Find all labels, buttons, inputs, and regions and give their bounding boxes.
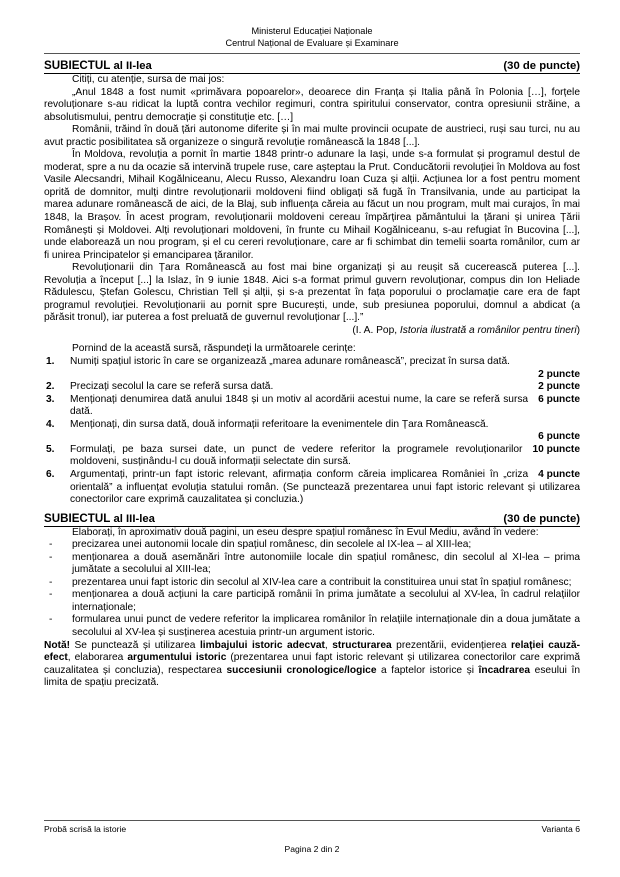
source-paragraph-3: În Moldova, revoluția a pornit în martie 1848 printr-o adunare la Iași, unde s-a formulat și programul destul de moderat, spre a nu da ocazie să intervină trupele ruse, care așteptau la Prut. Conducătorii revoluției în Moldova au fost Vasile Alecsandri, Mihail Kogălniceanu, Alecu Russo, Alexandru Ioan Cuza și alții. Acțiunea lor a fost pentru moment oprită de domnitor, mulți dintre revoluționarii moldoveni fiind obligați să fugă în Transilvania, unde au participat la marea adunare românească de aici, de la Blaj, sub influența căreia au făcut un nou program, mult mai curajos, în mai 1848, la Brașov. În acest program, revoluționarii moldoveni cereau împărțirea pământului la țărani și unirea Țării Românești și Moldovei. Alți revoluționari moldoveni, în frunte cu Mihail Kogălniceanu, s-au refugiat în Bucovina [...], unde elaborează un nou program, și el cu cereri revoluționare, care ar fi schimbat din temelii soarta românilor, cum ar fi unirea Principatelor și emanciparea țăranilor. [44, 149, 580, 261]
subject-3-intro: Elaborați, în aproximativ două pagini, un eseu despre spațiul românesc în Evul Mediu, având în vedere: [72, 526, 539, 538]
source-paragraph-2: Românii, trăind în două țări autonome diferite și în mai multe provincii ocupate de austrieci, ruși sau turci, nu au avut practic posibilitatea să organizeze o singură revoluție românească la 1848 [...]. [44, 124, 580, 148]
requirement-text: formularea unui punct de vedere referitor la implicarea românilor în relațiile internaționale din a doua jumătate a secolului al XV-lea și susținerea acestuia printr-un argument istoric. [72, 614, 580, 638]
question-points: 6 puncte [538, 431, 580, 443]
question-text-row [70, 469, 580, 507]
subject-3-points: (30 de puncte) [503, 512, 580, 525]
subject-2-label-bold: SUBIECTUL [44, 59, 111, 72]
note-emphasis: încadrarea [478, 664, 531, 676]
subject-3-label [44, 512, 155, 525]
question-number: 2. [46, 381, 55, 393]
subject-3-heading [44, 512, 580, 527]
note-emphasis: Notă! [44, 639, 71, 651]
essay-requirements-list [44, 539, 580, 639]
subject-3-label-bold: SUBIECTUL [44, 511, 111, 525]
note-emphasis: limbajului istoric adecvat [199, 639, 325, 651]
subject-2-points: (30 de puncte) [503, 60, 580, 72]
question-text-row [70, 394, 580, 419]
requirement-text: menționarea a două asemănări între autonomiile locale din spațiul românesc, din secolul al XI-lea – prima jumătate a secolului al XIII-lea; [72, 551, 580, 576]
note-text: eseului în limita de spațiu precizată. [44, 664, 580, 689]
footer-row [44, 824, 580, 835]
question-text: Formulați, pe baza sursei date, un punct de vedere referitor la programele revoluționarilor moldoveni, susținându-l cu două informații selectate din sursă. [70, 443, 523, 468]
question-number: 5. [46, 443, 55, 455]
question-number: 3. [46, 393, 55, 405]
question-text: Menționați denumirea dată anului 1848 și un motiv al acordării acestui nume, la care se referă sursa dată. [70, 393, 529, 418]
questions-lead-in: Pornind de la această sursă, răspundeți la următoarele cerințe: [72, 343, 356, 355]
source-citation [44, 325, 580, 338]
dash-bullet-icon: - [49, 589, 53, 601]
dash-bullet-icon: - [49, 576, 53, 588]
question-number: 4. [46, 418, 55, 430]
footer-exam-label: Probă scrisă la istorie [44, 824, 127, 834]
note-text: prezentării, evidențierea [391, 639, 511, 651]
question-text-row [70, 381, 580, 394]
question-item-3 [44, 394, 580, 419]
citation-suffix: ) [576, 324, 580, 336]
question-item-5 [44, 444, 580, 469]
question-text: Numiți spațiul istoric în care se organizează „marea adunare românească”, precizat în sursa dată. [70, 356, 510, 368]
footer-variant-label: Varianta 6 [541, 824, 580, 834]
grading-note [44, 640, 580, 690]
question-number: 1. [46, 356, 55, 368]
page-number: Pagina 2 din 2 [284, 844, 340, 854]
list-item [44, 577, 580, 590]
subject-2-label-rest: al II-lea [110, 60, 152, 72]
question-points: 6 puncte [538, 393, 580, 405]
requirement-text: prezentarea unui fapt istoric din secolul al XIV-lea care a contribuit la constituirea unui stat în spațiul românesc; [72, 576, 572, 588]
note-emphasis: succesiunii cronologice/logice [226, 664, 377, 676]
subject-2-instruction: Citiți, cu atenție, sursa de mai jos: [72, 74, 225, 85]
question-item-6 [44, 469, 580, 507]
note-text: , elaborarea [67, 652, 128, 664]
ministry-line: Ministerul Educației Naționale [251, 26, 373, 36]
citation-author: (I. A. Pop, [352, 324, 400, 336]
footer-rule [44, 820, 580, 821]
note-text: Se punctează și utilizarea [70, 639, 200, 651]
list-item [44, 589, 580, 614]
question-points: 2 puncte [538, 368, 580, 380]
dash-bullet-icon: - [49, 539, 53, 551]
question-item-1 [44, 356, 580, 381]
header-rule [44, 53, 580, 54]
dash-bullet-icon: - [49, 551, 53, 563]
document-footer [44, 820, 580, 855]
list-item [44, 539, 580, 552]
question-item-2 [44, 381, 580, 394]
question-text: Menționați, din sursa dată, două informații referitoare la evenimentele din Țara Românească. [70, 418, 489, 430]
subject-3-label-rest: al III-lea [110, 512, 155, 525]
note-text: , [324, 639, 333, 651]
question-points: 4 puncte [538, 468, 580, 480]
source-paragraph-4: Revoluționarii din Țara Românească au fost mai bine organizați și au reușit să cucerească puterea [...]. Revoluția a început [...] la Islaz, în 9 iunie 1848. Aici s-a format primul guvern revoluționar, compus din Ion Heliade Rădulescu, Ștefan Golescu, Christian Tell și alții, și s-a prezentat în fața poporului o proclamație care era de fapt programul revoluției. Revoluționarii au pornit spre București, unde, sub presiunea poporului, domnul a abdicat (a părăsit tronul), iar puterea a fost preluată de guvernul revoluționar [...].” [44, 262, 580, 324]
question-points: 10 puncte [532, 443, 580, 455]
question-text: Argumentați, printr-un fapt istoric relevant, afirmația conform căreia implicarea României în „criza orientală” a influențat evoluția statului român. (Se punctează prezentarea unui fapt istoric relevant și utilizarea conectorilor care exprimă cauzalitatea și concluzia.) [70, 468, 580, 506]
question-text-row [70, 444, 580, 469]
note-text: a faptelor istorice și [376, 664, 479, 676]
note-emphasis: structurarea [332, 639, 392, 651]
requirement-text: precizarea unei autonomii locale din spațiul românesc, din secolele al IX-lea – al XIII-lea; [72, 539, 472, 551]
dash-bullet-icon: - [49, 614, 53, 626]
requirement-text: menționarea a două acțiuni la care participă românii în prima jumătate a secolului al XV-lea, în cadrul relațiilor internaționale; [72, 589, 580, 613]
question-text: Precizați secolul la care se referă sursa dată. [70, 381, 274, 393]
note-text: (prezentarea unui fapt istoric relevant și utilizarea conectorilor care exprimă cauzalitatea și concluzia), respectarea [44, 652, 580, 676]
citation-title: Istoria ilustrată a românilor pentru tineri [399, 324, 577, 336]
center-line: Centrul Național de Evaluare și Examinare [225, 37, 399, 48]
questions-list [44, 356, 580, 507]
document-header [44, 26, 580, 49]
note-emphasis: argumentului istoric [127, 652, 227, 664]
list-item [44, 552, 580, 577]
subject-2-heading [44, 59, 580, 74]
question-number: 6. [46, 468, 55, 480]
note-emphasis: relației cauză-efect [44, 639, 580, 664]
question-points: 2 puncte [538, 381, 580, 393]
source-paragraph-1: „Anul 1848 a fost numit «primăvara popoarelor», deoarece din Franța și Italia până în Polonia […], forțele revoluționare s-au ridicat la luptă contra vechilor regimuri, contra spiritului conservator, contra opresiunii străine, a absolutismului, pentru democrație și constituție etc. […] [44, 86, 580, 123]
question-item-4 [44, 419, 580, 444]
subject-2-label [44, 59, 152, 72]
list-item [44, 614, 580, 639]
